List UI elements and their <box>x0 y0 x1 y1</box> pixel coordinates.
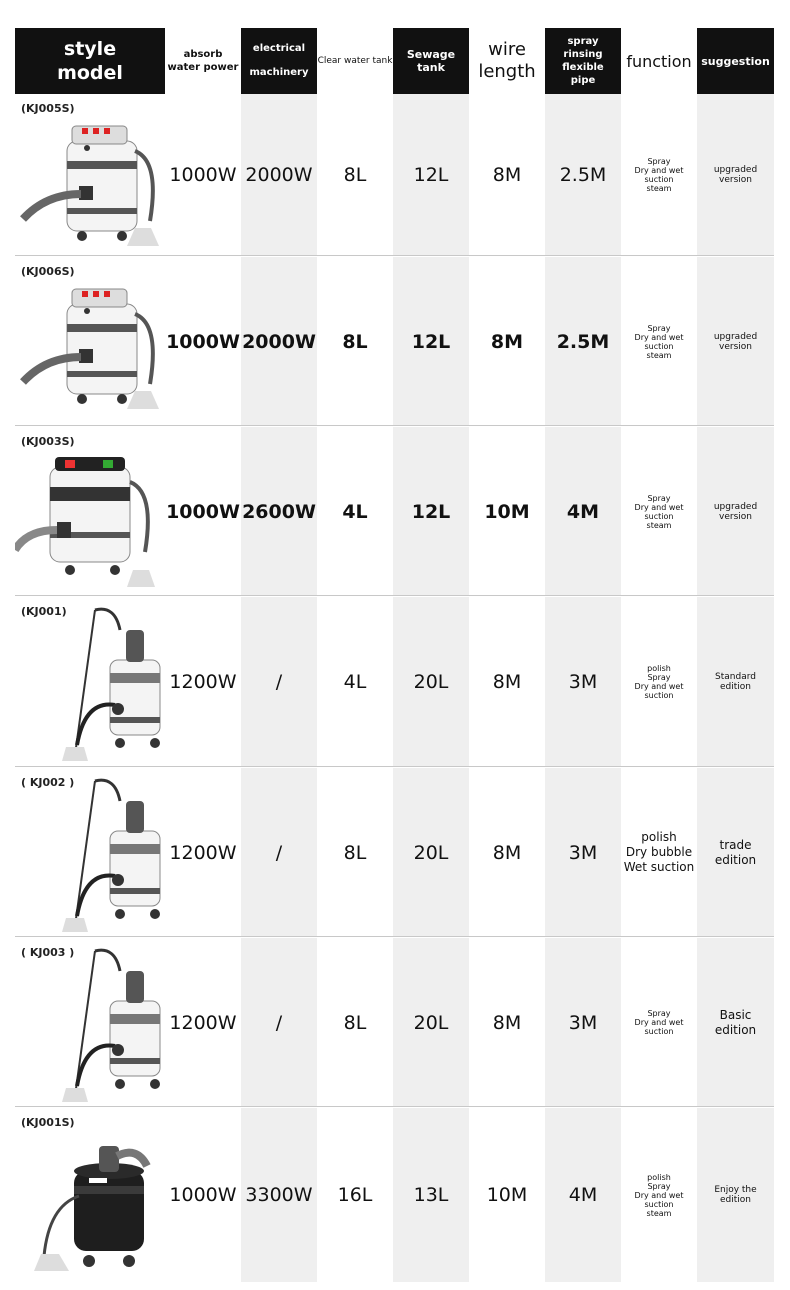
cell-sewage-tank: 12L <box>411 330 451 353</box>
tall-extractor-wand-icon <box>60 946 170 1106</box>
header-function: function <box>621 28 697 94</box>
model-label: (KJ005S) <box>21 102 75 115</box>
cell-suggestion: Basic edition <box>714 1007 757 1037</box>
cell-electrical: 2000W <box>245 164 313 186</box>
black-extractor-icon <box>29 1126 159 1276</box>
cell-electrical: 3300W <box>245 1184 313 1206</box>
function-line: Wet suction <box>623 860 695 874</box>
cell-clear-tank: 8L <box>343 164 367 186</box>
table-row <box>15 94 774 256</box>
table-row <box>15 427 774 596</box>
tall-extractor-wand-icon <box>60 776 170 936</box>
cell-spray-pipe: 3M <box>568 671 598 693</box>
model-label: (KJ001S) <box>21 1116 75 1129</box>
cell-wire-length: 8M <box>492 164 522 186</box>
function-line: Dry and wet suction <box>634 166 684 184</box>
header-style-model <box>15 28 165 94</box>
cell-sewage-tank: 12L <box>413 164 449 186</box>
cell-function <box>621 1108 697 1282</box>
model-label: (KJ001) <box>21 605 67 618</box>
cell-function <box>621 768 697 937</box>
cell-absorb: 1000W <box>166 500 240 523</box>
cell-wire-length: 10M <box>484 500 530 523</box>
header-electrical: electrical machinery <box>241 28 317 94</box>
row-divider <box>15 255 774 256</box>
cell-suggestion: upgraded version <box>713 501 758 522</box>
cell-wire-length: 10M <box>486 1184 528 1206</box>
cell-clear-tank: 16L <box>337 1184 373 1206</box>
table-row <box>15 257 774 426</box>
header-absorb: absorb water power <box>165 28 241 94</box>
cell-model-image <box>15 768 165 937</box>
white-extractor-gauge-icon <box>17 116 162 256</box>
cell-suggestion: upgraded version <box>713 331 758 352</box>
function-line: Spray <box>647 493 671 503</box>
cell-wire-length: 8M <box>492 841 522 864</box>
cell-clear-tank: 8L <box>343 1011 367 1034</box>
cell-function <box>621 938 697 1107</box>
cell-electrical: / <box>275 1011 283 1034</box>
table-row <box>15 1108 774 1282</box>
cell-sewage-tank: 12L <box>411 500 451 523</box>
cell-absorb: 1200W <box>169 671 237 693</box>
cell-sewage-tank: 20L <box>413 841 449 864</box>
white-extractor-gauge-icon <box>17 279 162 419</box>
cell-suggestion: Standard edition <box>715 672 756 692</box>
cell-electrical: / <box>275 671 283 693</box>
cell-model-image <box>15 938 165 1107</box>
tall-extractor-wand-icon <box>60 605 170 765</box>
cell-sewage-tank: 20L <box>413 671 449 693</box>
cell-clear-tank: 4L <box>343 671 367 693</box>
table-row <box>15 597 774 767</box>
function-line: Dry bubble <box>625 845 693 859</box>
header-sewage-tank: Sewage tank <box>393 28 469 94</box>
function-line: Spray <box>647 157 671 166</box>
cell-spray-pipe: 2.5M <box>559 164 607 186</box>
function-line: polish <box>647 664 671 673</box>
function-line: steam <box>646 520 672 530</box>
cell-electrical: / <box>275 841 283 864</box>
cell-model-image <box>15 94 165 256</box>
function-line: Spray <box>647 673 671 682</box>
function-line: Spray <box>647 1009 671 1018</box>
cell-electrical: 2000W <box>242 330 316 353</box>
model-label: (KJ003S) <box>21 435 75 448</box>
cell-function <box>621 427 697 596</box>
header-model: model <box>57 62 123 84</box>
model-label: (KJ006S) <box>21 265 75 278</box>
row-divider <box>15 936 774 937</box>
cell-function <box>621 597 697 767</box>
cell-model-image <box>15 257 165 426</box>
header-clear-tank: Clear water tank <box>317 28 393 94</box>
cell-function <box>621 257 697 426</box>
header-wire-2: length <box>478 61 536 82</box>
cell-model-image <box>15 1108 165 1282</box>
function-line: steam <box>646 350 672 360</box>
cell-absorb: 1000W <box>169 1184 237 1206</box>
header-suggestion: suggestion <box>697 28 774 94</box>
cell-absorb: 1200W <box>169 841 237 864</box>
cell-suggestion: upgraded version <box>713 165 758 185</box>
cell-spray-pipe: 3M <box>568 1011 598 1034</box>
cell-sewage-tank: 13L <box>413 1184 449 1206</box>
function-line: Dry and wet suction <box>634 502 684 521</box>
cell-absorb: 1000W <box>166 330 240 353</box>
header-spray-pipe: spray rinsing flexible pipe <box>545 28 621 94</box>
cell-absorb: 1000W <box>169 164 237 186</box>
cell-wire-length: 8M <box>492 1011 522 1034</box>
row-divider <box>15 425 774 426</box>
cell-model-image <box>15 427 165 596</box>
cell-spray-pipe: 4M <box>568 1184 598 1206</box>
cell-clear-tank: 8L <box>343 841 367 864</box>
cell-suggestion: trade edition <box>714 837 757 867</box>
function-line: Spray <box>647 1181 671 1191</box>
function-line: Spray <box>647 323 671 333</box>
row-divider <box>15 766 774 767</box>
row-divider <box>15 595 774 596</box>
function-line: Dry and wet suction <box>634 332 684 351</box>
header-style: style <box>63 38 117 60</box>
cell-electrical: 2600W <box>242 500 316 523</box>
function-line: Dry and wet suction <box>634 682 684 700</box>
function-line: polish <box>647 1172 671 1182</box>
function-line: Dry and wet suction <box>634 1018 684 1036</box>
cell-wire-length: 8M <box>492 671 522 693</box>
cell-clear-tank: 8L <box>342 330 368 353</box>
cell-wire-length: 8M <box>490 330 524 353</box>
table-row <box>15 938 774 1107</box>
cell-sewage-tank: 20L <box>413 1011 449 1034</box>
white-extractor-wide-icon <box>15 452 160 592</box>
cell-spray-pipe: 4M <box>566 500 600 523</box>
table-row <box>15 768 774 937</box>
cell-absorb: 1200W <box>169 1011 237 1034</box>
function-line: Dry and wet suction <box>634 1190 684 1209</box>
row-divider <box>15 1106 774 1107</box>
header-wire <box>469 28 545 94</box>
cell-function <box>621 94 697 256</box>
cell-model-image <box>15 597 165 767</box>
header-wire-1: wire <box>488 39 526 60</box>
function-line: steam <box>646 184 672 193</box>
cell-spray-pipe: 2.5M <box>556 330 610 353</box>
function-line: polish <box>641 830 677 844</box>
function-line: steam <box>646 1208 672 1218</box>
model-label: ( KJ003 ) <box>21 946 75 959</box>
cell-clear-tank: 4L <box>342 500 368 523</box>
model-label: ( KJ002 ) <box>21 776 75 789</box>
cell-spray-pipe: 3M <box>568 841 598 864</box>
cell-suggestion: Enjoy the edition <box>714 1185 757 1205</box>
